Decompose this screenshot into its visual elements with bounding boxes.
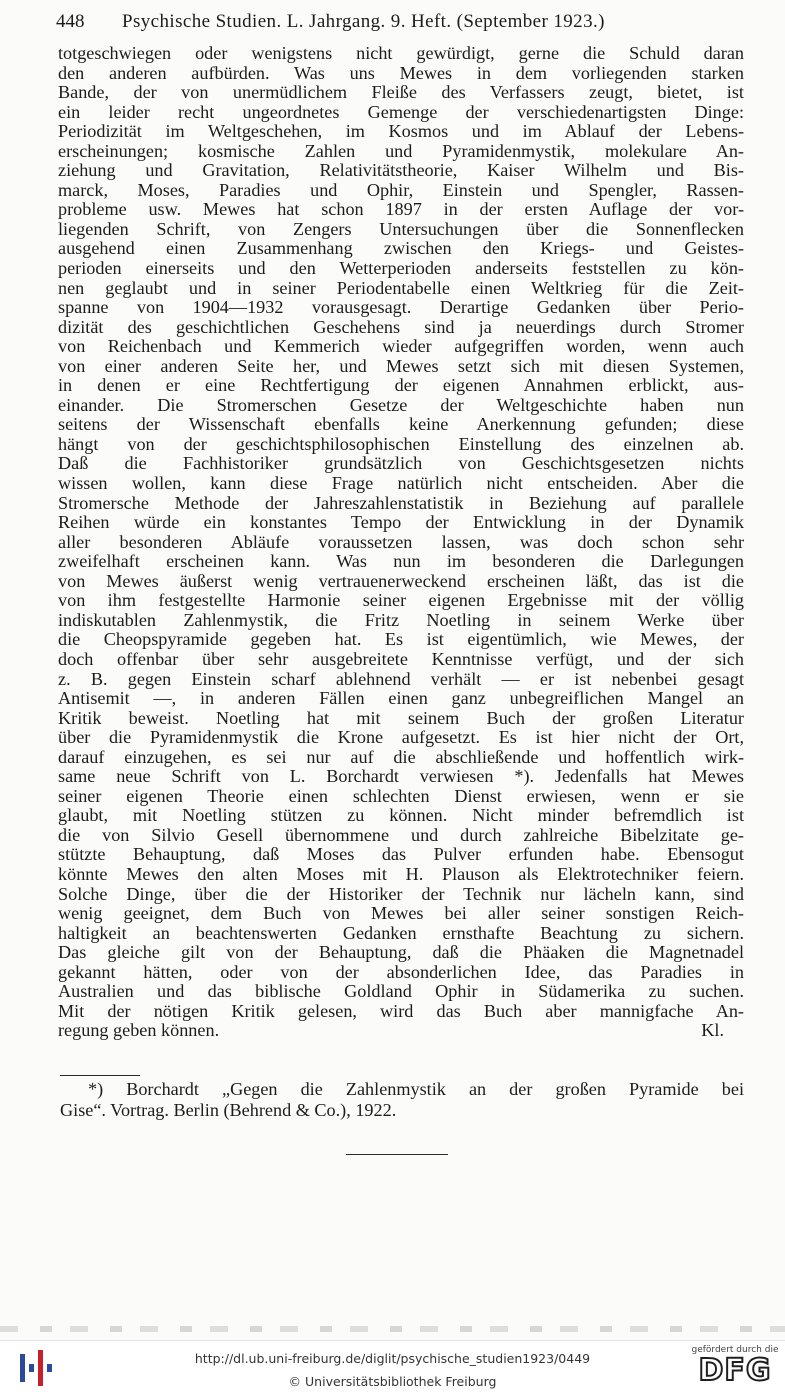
body-text xyxy=(58,44,744,1041)
dfg-caption: gefördert durch die xyxy=(691,1345,779,1355)
body-line: same neue Schrift von L. Borchardt verwiesen *). Jedenfalls hat Mewes xyxy=(58,767,744,787)
body-line: ausgehend einen Zusammenhang zwischen den Kriegs- und Geistes- xyxy=(58,239,744,259)
body-line: Reihen würde ein konstantes Tempo der Entwicklung in der Dynamik xyxy=(58,513,744,533)
body-line: über die Pyramidenmystik die Krone aufgesetzt. Es ist hier nicht der Ort, xyxy=(58,728,744,748)
body-line: nen geglaubt und in seiner Periodentabelle einen Weltkrieg für die Zeit- xyxy=(58,278,744,298)
body-line: einander. Die Stromerschen Gesetze der Weltgeschichte haben nun xyxy=(58,395,744,415)
body-line: aller besonderen Abläufe voraussetzen lassen, was doch schon sehr xyxy=(58,532,744,552)
page-number: 448 xyxy=(56,11,85,32)
body-line: seitens der Wissenschaft ebenfalls keine Anerkennung gefunden; diese xyxy=(58,415,744,435)
body-line: die Cheopspyramide gegeben hat. Es ist eigentümlich, wie Mewes, der xyxy=(58,630,744,650)
body-line: stützte Behauptung, daß Moses das Pulver erfunden habe. Ebensogut xyxy=(58,845,744,865)
body-line: doch offenbar über sehr ausgebreitete Kenntnisse verfügt, und der sich xyxy=(58,649,744,669)
body-line: haltigkeit an beachtenswerten Gedanken ernsthafte Beachtung zu sichern. xyxy=(58,923,744,943)
body-line: Mit der nötigen Kritik gelesen, wird das Buch aber mannigfache An- xyxy=(58,1001,744,1021)
body-line: seiner eigenen Theorie einen schlechten Dienst erwiesen, wenn er sie xyxy=(58,786,744,806)
footnote-line: *) Borchardt „Gegen die Zahlenmystik an der großen Pyramide bei xyxy=(88,1079,744,1099)
body-line: Antisemit —, in anderen Fällen einen ganz unbegreiflichen Mangel an xyxy=(58,689,744,709)
body-line: ein leider recht ungeordnetes Gemenge der verschiedenartigsten Dinge: xyxy=(58,102,744,122)
body-line: von ihm festgestellte Harmonie seiner eigenen Ergebnisse mit der völlig xyxy=(58,591,744,611)
body-line: liegenden Schrift, von Zengers Untersuchungen über die Sonnenflecken xyxy=(58,219,744,239)
body-line: könnte Mewes den alten Moses mit H. Plauson als Elektrotechniker feiern. xyxy=(58,864,744,884)
viewer-footer xyxy=(0,1340,785,1396)
body-line: Bande, der von unermüdlichem Fleiße des Verfassers zeugt, bietet, ist xyxy=(58,83,744,103)
dfg-mark: DFG xyxy=(698,1353,772,1388)
signature: Kl. xyxy=(701,1019,724,1040)
body-line: in denen er eine Rechtfertigung der eigenen Annahmen erblickt, aus- xyxy=(58,376,744,396)
footnote-rule xyxy=(60,1075,140,1076)
body-line: regung geben können. xyxy=(58,1021,220,1041)
body-line: marck, Moses, Paradies und Ophir, Einstein und Spengler, Rassen- xyxy=(58,180,744,200)
footnote xyxy=(60,1079,744,1121)
body-line: Australien und das biblische Goldland Ophir in Südamerika zu suchen. xyxy=(58,982,744,1002)
body-line: von einer anderen Seite her, und Mewes setzt sich mit diesen Systemen, xyxy=(58,356,744,376)
body-line: indiskutablen Zahlenmystik, die Fritz Noetling in seinem Werke über xyxy=(58,610,744,630)
body-line: spanne von 1904—1932 vorausgesagt. Derartige Gedanken über Perio- xyxy=(58,298,744,318)
body-line: erscheinungen; kosmische Zahlen und Pyramidenmystik, molekulare An- xyxy=(58,141,744,161)
running-header xyxy=(56,10,746,34)
body-line: Daß die Fachhistoriker grundsätzlich von Geschichtsgesetzen nichts xyxy=(58,454,744,474)
body-line: wissen wollen, kann diese Frage natürlich nicht entscheiden. Aber die xyxy=(58,474,744,494)
footer-copyright: © Universitätsbibliothek Freiburg xyxy=(288,1374,497,1389)
running-title: Psychische Studien. L. Jahrgang. 9. Heft. (September 1923.) xyxy=(122,11,605,32)
body-line: hängt von der geschichtsphilosophischen Einstellung des einzelnen ab. xyxy=(58,434,744,454)
scan-edge-artifact xyxy=(0,1326,785,1332)
body-line: Periodizität im Weltgeschehen, im Kosmos und im Ablauf der Lebens- xyxy=(58,122,744,142)
body-line: die von Silvio Gesell übernommene und durch zahlreiche Bibelzitate ge- xyxy=(58,825,744,845)
body-line: probleme usw. Mewes hat schon 1897 in der ersten Auflage der vor- xyxy=(58,200,744,220)
body-line: gekannt hätten, oder von der absonderlichen Idee, das Paradies in xyxy=(58,962,744,982)
body-line: von Reichenbach und Kemmerich wieder aufgegriffen worden, wenn auch xyxy=(58,337,744,357)
body-line: Stromersche Methode der Jahreszahlenstatistik in Beziehung auf parallele xyxy=(58,493,744,513)
body-line: glaubt, mit Noetling stützen zu können. Nicht minder befremdlich ist xyxy=(58,806,744,826)
footer-url-link[interactable]: http://dl.ub.uni-freiburg.de/diglit/psychische_studien1923/0449 xyxy=(194,1351,591,1366)
body-line: den anderen aufbürden. Was uns Mewes in dem vorliegenden starken xyxy=(58,63,744,83)
body-line: totgeschwiegen oder wenigstens nicht gewürdigt, gerne die Schuld daran xyxy=(58,44,744,63)
dfg-logo[interactable] xyxy=(690,1345,780,1391)
body-line: perioden einerseits und den Wetterperioden anderseits feststellen zu kön- xyxy=(58,259,744,279)
footnote-line: Gise“. Vortrag. Berlin (Behrend & Co.), 1922. xyxy=(60,1100,397,1120)
body-line: Solche Dinge, über die der Historiker der Technik nur lächeln kann, sind xyxy=(58,884,744,904)
body-line: z. B. gegen Einstein scharf ablehnend verhält — er ist nebenbei gesagt xyxy=(58,669,744,689)
body-line: ziehung und Gravitation, Relativitätstheorie, Kaiser Wilhelm und Bis- xyxy=(58,161,744,181)
body-line: Kritik beweist. Noetling hat mit seinem Buch der großen Literatur xyxy=(58,708,744,728)
body-line: dizität des geschichtlichen Geschehens sind ja neuerdings durch Stromer xyxy=(58,317,744,337)
body-line: darauf einzugehen, es sei nur auf die abschließende und hoffentlich wirk- xyxy=(58,747,744,767)
ub-freiburg-logo-icon[interactable] xyxy=(18,1350,52,1386)
body-line: wenig geeignet, dem Buch von Mewes bei aller seiner sonstigen Reich- xyxy=(58,904,744,924)
body-line: Das gleiche gilt von der Behauptung, daß die Phäaken die Magnetnadel xyxy=(58,943,744,963)
body-line: von Mewes äußerst wenig vertrauenerweckend erscheinen läßt, das ist die xyxy=(58,571,744,591)
body-line: zweifelhaft erscheinen kann. Was nun im besonderen die Darlegungen xyxy=(58,552,744,572)
end-rule xyxy=(346,1154,448,1155)
